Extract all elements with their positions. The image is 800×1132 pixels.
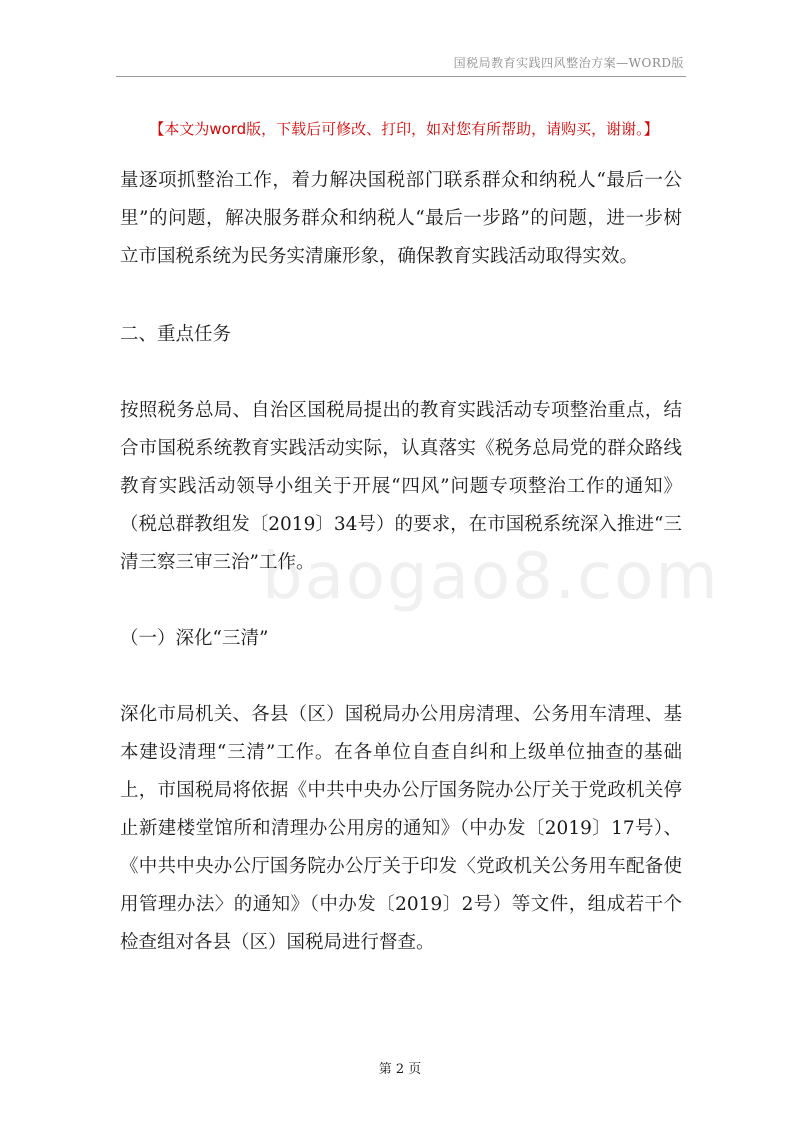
page-number: 第 2 页 — [378, 1062, 422, 1077]
header-divider — [116, 76, 686, 77]
download-notice: 【本文为word版，下载后可修改、打印，如对您有所帮助，请购买，谢谢。】 — [149, 120, 659, 138]
document-header-title: 国税局教育实践四风整治方案—WORD版 — [453, 56, 684, 70]
body-paragraph: 量逐项抓整治工作，着力解决国税部门联系群众和纳税人“最后一公里”的问题，解决服务群众和纳税人“最后一步路”的问题，进一步树立市国税系统为民务实清廉形象，确保教育实践活动取得实效。 — [120, 170, 682, 267]
body-paragraph: 按照税务总局、自治区国税局提出的教育实践活动专项整治重点，结合市国税系统教育实践活动实际，认真落实《税务总局党的群众路线教育实践活动领导小组关于开展“四风”问题专项整治工作的通知》（税总群教组发〔2019〕34号）的要求，在市国税系统深入推进“三清三察三审三治”工作。 — [120, 400, 682, 573]
section-heading: 二、重点任务 — [120, 324, 232, 345]
subsection-heading: （一）深化“三清” — [120, 628, 269, 649]
body-paragraph: 深化市局机关、各县（区）国税局办公用房清理、公务用车清理、基本建设清理“三清”工作。在各单位自查自纠和上级单位抽查的基础上，市国税局将依据《中共中央办公厅国务院办公厅关于党政机关停止新建楼堂馆所和清理办公用房的通知》（中办发〔2019〕17号）、《中共中央办公厅国务院办公厅关于印发〈党政机关公务用车配备使用管理办法〉的通知》（中办发〔2019〕2号）等文件，组成若干个检查组对各县（区）国税局进行督查。 — [120, 704, 682, 953]
document-body — [120, 162, 682, 962]
watermark: baogao8.com — [262, 540, 720, 614]
